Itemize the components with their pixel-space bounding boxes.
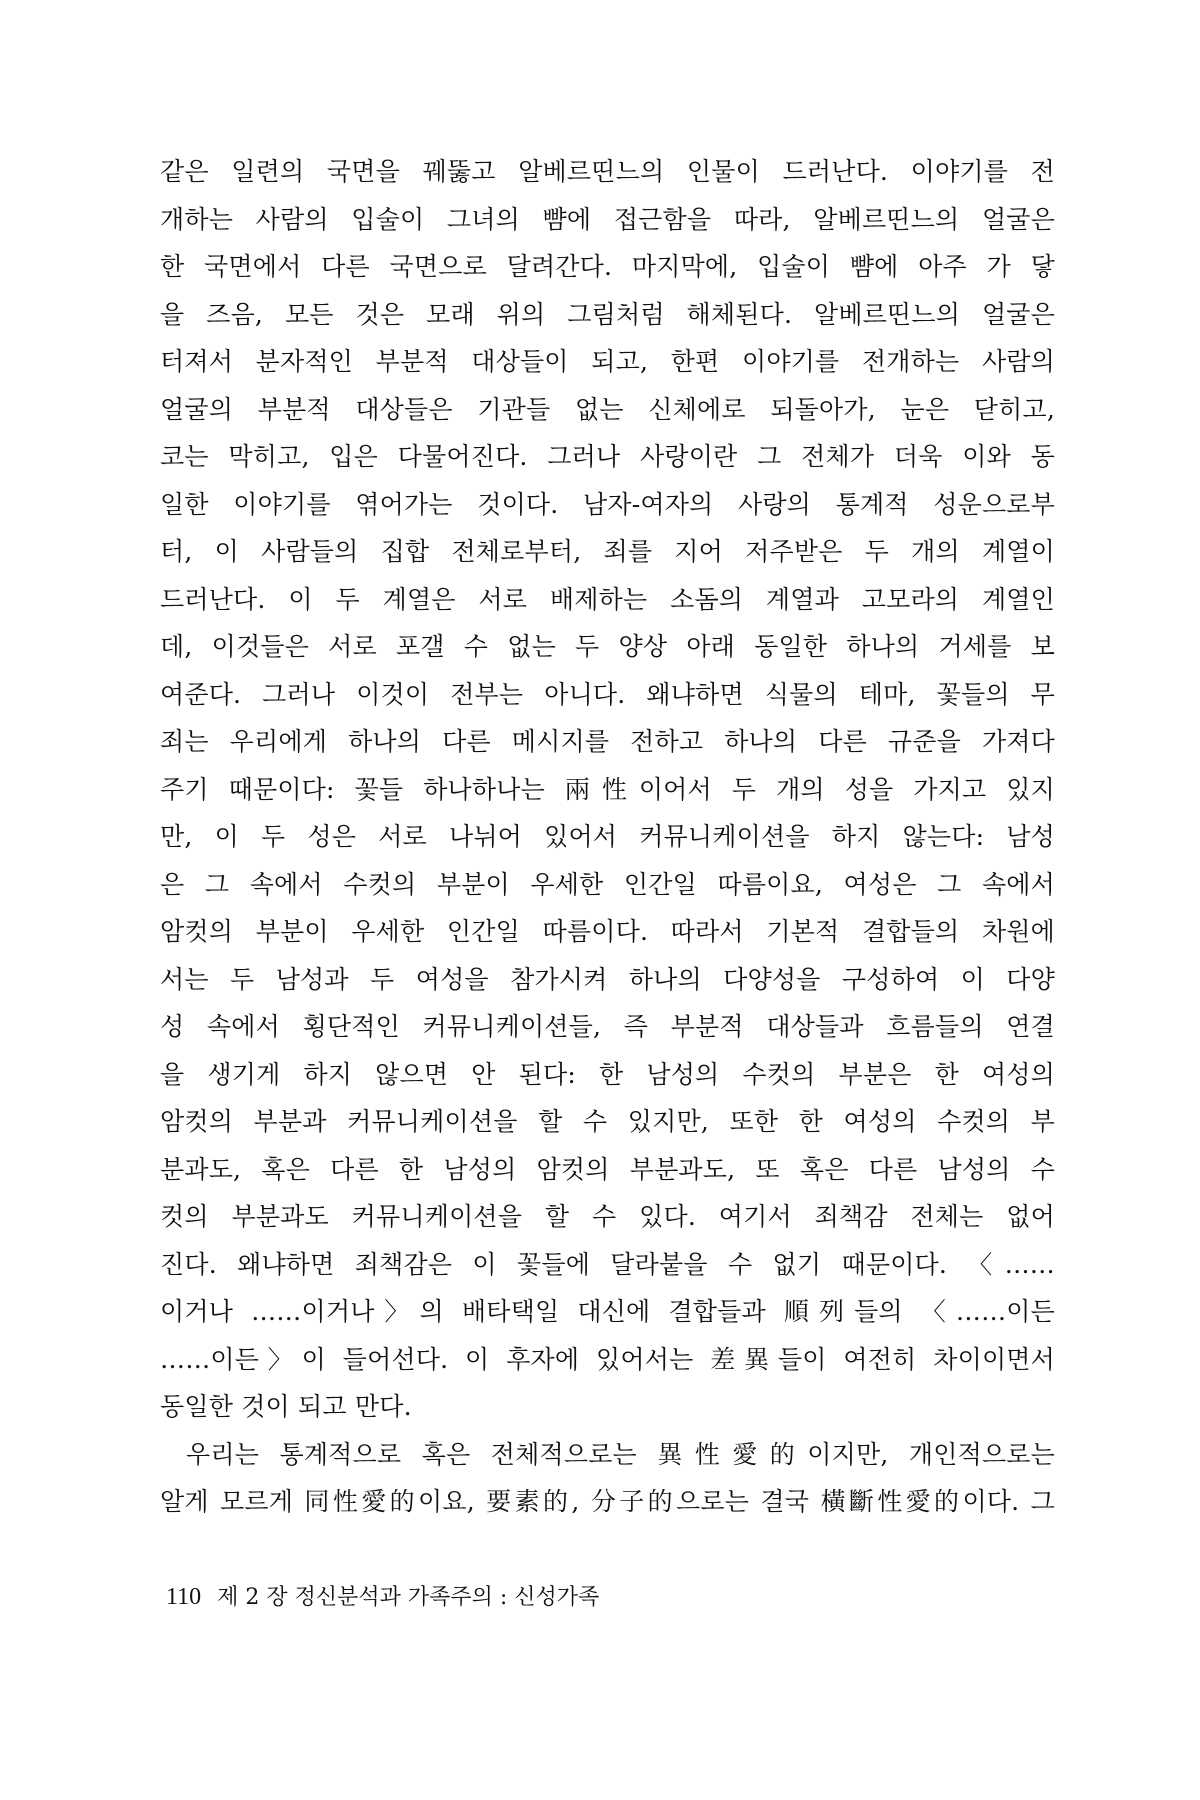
running-title: 제 2 장 정신분석과 가족주의 : 신성가족 — [217, 1585, 600, 1610]
text-line: 코는 막히고, 입은 다물어진다. 그러나 사랑이란 그 전체가 더욱 이와 동 — [160, 442, 1055, 471]
paragraph-start-line: 우리는 통계적으로 혹은 전체적으로는 異性愛的이지만, 개인적으로는 — [186, 1439, 1055, 1469]
text-line: 암컷의 부분과 커뮤니케이션을 할 수 있지만, 또한 한 여성의 수컷의 부 — [160, 1107, 1055, 1136]
text-line: 서는 두 남성과 두 여성을 참가시켜 하나의 다양성을 구성하여 이 다양 — [160, 964, 1055, 994]
text-line: 데, 이것들은 서로 포갤 수 없는 두 양상 아래 동일한 하나의 거세를 보 — [160, 632, 1055, 661]
text-line: 드러난다. 이 두 계열은 서로 배제하는 소돔의 계열과 고모라의 계열인 — [160, 584, 1055, 614]
text-line: 알게 모르게 同性愛的이요, 要素的, 分子的으로는 결국 橫斷性愛的이다. 그 — [160, 1487, 1055, 1516]
text-line: 같은 일련의 국면을 꿰뚫고 알베르띤느의 인물이 드러난다. 이야기를 전 — [160, 157, 1055, 186]
text-line: 을 즈음, 모든 것은 모래 위의 그림처럼 해체된다. 알베르띤느의 얼굴은 — [160, 299, 1055, 329]
text-line: 일한 이야기를 엮어가는 것이다. 남자-여자의 사랑의 통계적 성운으로부 — [160, 489, 1055, 519]
text-line: 이거나 ……이거나〉의 배타택일 대신에 결합들과 順列들의 〈……이든 — [160, 1297, 1055, 1326]
text-line: 진다. 왜냐하면 죄책감은 이 꽃들에 달라붙을 수 없기 때문이다. 〈…… — [160, 1249, 1055, 1279]
page-number: 110 — [166, 1584, 202, 1610]
text-line: 개하는 사람의 입술이 그녀의 뺨에 접근함을 따라, 알베르띤느의 얼굴은 — [160, 204, 1055, 234]
text-line: 은 그 속에서 수컷의 부분이 우세한 인간일 따름이요, 여성은 그 속에서 — [160, 869, 1055, 899]
paragraph-end-line: 동일한 것이 되고 만다. — [160, 1392, 412, 1421]
text-line: 컷의 부분과도 커뮤니케이션을 할 수 있다. 여기서 죄책감 전체는 없어 — [160, 1202, 1055, 1231]
page-footer — [166, 1580, 599, 1611]
text-line: 암컷의 부분이 우세한 인간일 따름이다. 따라서 기본적 결합들의 차원에 — [160, 917, 1055, 946]
text-line: ……이든〉이 들어선다. 이 후자에 있어서는 差異들이 여전히 차이이면서 — [160, 1344, 1055, 1374]
text-line: 성 속에서 횡단적인 커뮤니케이션들, 즉 부분적 대상들과 흐름들의 연결 — [160, 1012, 1055, 1041]
text-line: 만, 이 두 성은 서로 나뉘어 있어서 커뮤니케이션을 하지 않는다: 남성 — [160, 822, 1055, 851]
text-line: 터져서 분자적인 부분적 대상들이 되고, 한편 이야기를 전개하는 사람의 — [160, 347, 1055, 376]
text-line: 얼굴의 부분적 대상들은 기관들 없는 신체에로 되돌아가, 눈은 닫히고, — [160, 394, 1055, 424]
text-line: 여준다. 그러나 이것이 전부는 아니다. 왜냐하면 식물의 테마, 꽃들의 무 — [160, 679, 1055, 709]
text-line: 죄는 우리에게 하나의 다른 메시지를 전하고 하나의 다른 규준을 가져다 — [160, 727, 1055, 756]
text-line: 한 국면에서 다른 국면으로 달려간다. 마지막에, 입술이 뺨에 아주 가 닿 — [160, 252, 1055, 281]
text-line: 분과도, 혹은 다른 한 남성의 암컷의 부분과도, 또 혹은 다른 남성의 수 — [160, 1154, 1055, 1184]
body-text — [160, 148, 1055, 1526]
text-line: 주기 때문이다: 꽃들 하나하나는 兩性이어서 두 개의 성을 가지고 있지 — [160, 774, 1055, 804]
text-line: 을 생기게 하지 않으면 안 된다: 한 남성의 수컷의 부분은 한 여성의 — [160, 1059, 1055, 1089]
text-line: 터, 이 사람들의 집합 전체로부터, 죄를 지어 저주받은 두 개의 계열이 — [160, 537, 1055, 566]
